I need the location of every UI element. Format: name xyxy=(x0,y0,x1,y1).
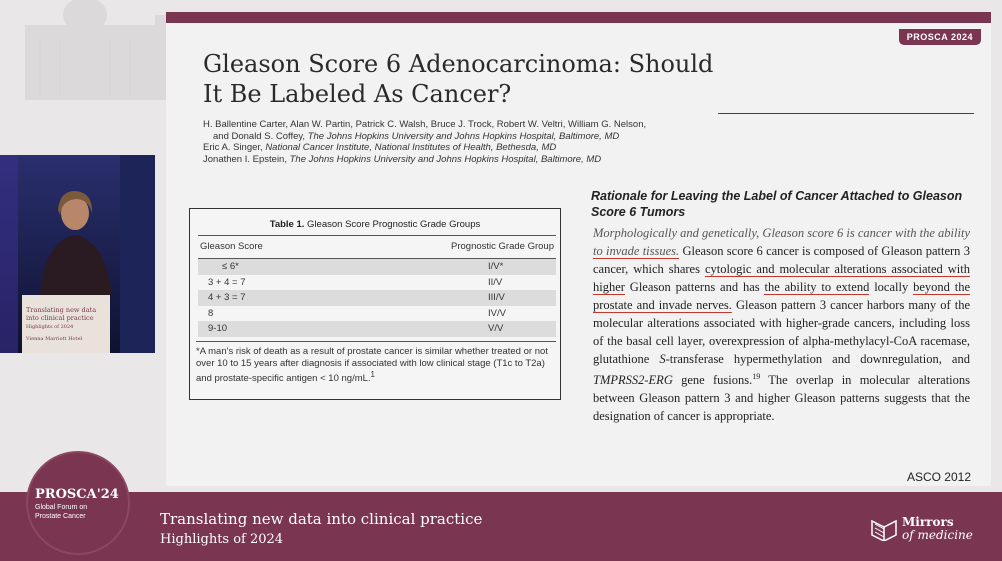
table-row xyxy=(198,259,556,275)
grade-group-cell: V/V xyxy=(488,323,504,334)
gleason-score-cell: 8 xyxy=(208,307,214,319)
footer-bar xyxy=(0,492,1002,561)
grade-groups-table xyxy=(189,208,561,400)
source-label: ASCO 2012 xyxy=(906,470,971,484)
table-row xyxy=(198,275,556,291)
gleason-score-cell: 9-10 xyxy=(208,323,228,334)
footer-headline: Translating new data into clinical practice xyxy=(160,510,483,528)
prosca-badge: PROSCA 2024 xyxy=(899,29,981,45)
footer-subheadline: Highlights of 2024 xyxy=(160,532,284,547)
table-header xyxy=(198,235,556,259)
slide-title: Gleason Score 6 Adenocarcinoma: Should It Be Labeled As Cancer? xyxy=(203,50,714,108)
presentation-slide xyxy=(166,12,991,486)
gleason-score-cell: 3 + 4 = 7 xyxy=(208,276,246,288)
table-caption: Table 1. Gleason Score Prognostic Grade Groups xyxy=(269,219,481,230)
gleason-score-cell: ≤ 6* xyxy=(222,261,239,272)
podium-text: Translating new data xyxy=(26,306,97,314)
prosca-logo-title: PROSCA'24 xyxy=(35,487,119,502)
author-list xyxy=(203,119,763,165)
table-row xyxy=(198,290,556,306)
mirrors-of-medicine-logo xyxy=(870,515,973,546)
table-row xyxy=(198,306,556,322)
table-row xyxy=(198,321,556,337)
grade-group-cell: IV/V xyxy=(488,307,506,319)
grade-group-cell: I/V* xyxy=(488,261,504,272)
prosca-logo-subtitle: Global Forum on Prostate Cancer xyxy=(35,504,88,520)
column-header: Prognostic Grade Group xyxy=(451,241,554,252)
author-line: H. Ballentine Carter, Alan W. Partin, Patrick C. Walsh, Bruce J. Trock, Robert W. Veltri, William G. Nelson, xyxy=(203,119,647,130)
gleason-score-cell: 4 + 3 = 7 xyxy=(208,292,246,303)
grade-group-cell: II/V xyxy=(488,276,503,288)
podium-text: Highlights of 2024 xyxy=(26,324,74,330)
podium-text: Vienna Marriott Hotel xyxy=(26,336,83,342)
title-divider xyxy=(718,113,974,114)
author-line: Jonathen I. Epstein, The Johns Hopkins University and Johns Hopkins Hospital, Baltimore, MD xyxy=(203,153,602,165)
author-line: Eric A. Singer, National Cancer Institute, National Institutes of Health, Bethesda, MD xyxy=(203,142,557,153)
grade-group-cell: III/V xyxy=(488,292,505,303)
author-line: and Donald S. Coffey, The Johns Hopkins University and Johns Hopkins Hospital, Baltimore, MD xyxy=(213,130,620,142)
brand-tagline: of medicine xyxy=(902,528,973,542)
podium-text: into clinical practice xyxy=(26,314,94,322)
speaker-video xyxy=(0,155,155,353)
column-header: Gleason Score xyxy=(200,241,263,252)
table-footnote: *A man's risk of death as a result of prostate cancer is similar whether treated or not over 10 to 15 years after diagnosis if associated with low clinical stage (T1c to T2a) and prostate-specific antigen < 10 ng/mL.$^1$ xyxy=(196,341,556,385)
rationale-body: Morphologically and genetically, Gleason score 6 is cancer with the ability to invade tissues. Gleason score 6 cancer is composed of Gleason pattern 3 cancer, which shares cytologic and molecular alterations associated with higher Gleason patterns and has the ability to extend locally beyond the prostate and invade nerves. Gleason pattern 3 cancer harbors many of the molecular alterations associated with higher-grade cancers, including loss of the basal cell layer, overexpression of alpha-methylacyl-CoA racemase, glutathione S-transferase hypermethylation and downregulation, and TMPRSS2-ERG gene fusions.$^{19}$ The overlap in molecular alterations between Gleason pattern 3 and higher Gleason patterns suggests that the designation of cancer is appropriate. xyxy=(593,226,971,424)
brand-name: Mirrors xyxy=(902,515,954,529)
table-body xyxy=(198,259,556,337)
rationale-heading: Rationale for Leaving the Label of Cancer Attached to Gleason Score 6 Tumors xyxy=(591,189,963,219)
book-icon xyxy=(870,515,898,541)
